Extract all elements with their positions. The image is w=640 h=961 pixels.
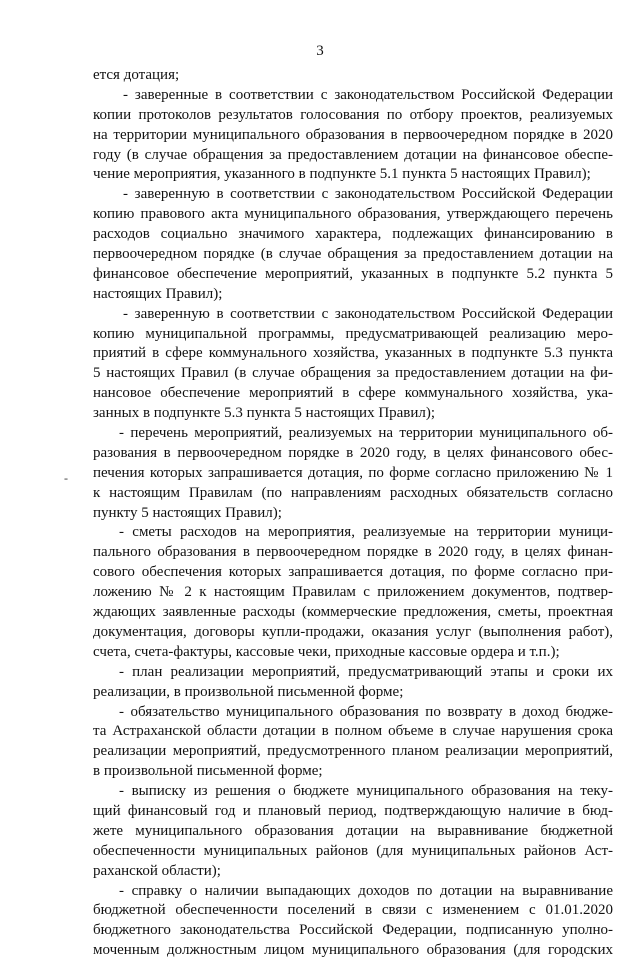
text-line: расходов социально значимого характера, подлежащих финансированию в (93, 226, 613, 243)
text-line: приятий в сфере коммунального хозяйства, указанных в подпункте 5.3 пункта (93, 345, 613, 362)
text-line: бюджетной обеспеченности поселений в связи с изменением с 01.01.2020 (93, 902, 613, 919)
text-line: ложению № 2 к настоящим Правилам с приложением документов, подтвер- (93, 584, 613, 601)
text-line: - план реализации мероприятий, предусматривающий этапы и сроки их (119, 663, 613, 680)
text-line: чение мероприятия, указанного в подпункте 5.1 пункта 5 настоящих Правил); (93, 166, 591, 183)
text-line: документация, договоры купли-продажи, оказания услуг (выполнения работ), (93, 623, 613, 640)
text-line: обеспеченности муниципальных районов (для муниципальных районов Аст- (93, 842, 613, 859)
text-line: на территории муниципального образования в первоочередном порядке в 2020 (93, 126, 613, 143)
text-line: к настоящим Правилам (по направлениям расходных обязательств согласно (93, 484, 613, 501)
text-line: реализации мероприятий, предусмотренного планом реализации мероприятий, (93, 743, 613, 760)
text-line: копию муниципальной программы, предусматривающей реализацию меро- (93, 325, 613, 342)
text-line: нансовое обеспечение мероприятий в сфере коммунального хозяйства, ука- (93, 385, 613, 402)
text-line: настоящих Правил); (93, 285, 223, 302)
text-line: в произвольной письменной форме; (93, 763, 323, 780)
text-line: моченным должностным лицом муниципального образования (для городских (93, 942, 613, 959)
text-line: жете муниципального образования дотации на выравнивание бюджетной (93, 822, 613, 839)
text-line: копию правового акта муниципального образования, утверждающего перечень (93, 206, 613, 223)
text-line: году (в случае обращения за предоставлением дотации на финансовое обеспе- (93, 146, 613, 163)
text-line: сового обеспечения которых запрашивается дотация, по форме согласно при- (93, 564, 613, 581)
text-line: печения которых запрашивается дотация, по форме согласно приложению № 1 (93, 464, 613, 481)
page-number: 3 (316, 43, 324, 59)
margin-mark: - (64, 471, 68, 485)
text-line: занных в подпункте 5.3 пункта 5 настоящих Правил); (93, 405, 436, 422)
text-line: - выписку из решения о бюджете муниципального образования на теку- (119, 783, 613, 800)
document-body (93, 66, 613, 961)
text-line: разования в первоочередном порядке в 2020 году, в целях финансового обес- (93, 444, 613, 461)
text-line: пального образования в первоочередном порядке в 2020 году, в целях финан- (93, 544, 613, 561)
text-line: - справку о наличии выпадающих доходов по дотации на выравнивание (119, 882, 613, 899)
text-line: - заверенную в соответствии с законодательством Российской Федерации (123, 305, 613, 322)
text-line: щий финансовый год и плановый период, подтверждающую наличие в бюд- (93, 802, 613, 819)
text-line: первоочередном порядке (в случае обращения за предоставлением дотации на (93, 246, 613, 263)
text-line: раханской области); (93, 862, 221, 879)
text-line: реализации, в произвольной письменной форме; (93, 683, 404, 700)
text-line: - перечень мероприятий, реализуемых на территории муниципального об- (119, 425, 613, 442)
text-line: пункту 5 настоящих Правил); (93, 504, 282, 521)
text-line: - сметы расходов на мероприятия, реализуемые на территории муници- (119, 524, 613, 541)
text-line: - заверенную в соответствии с законодательством Российской Федерации (123, 186, 613, 203)
text-line: копии протоколов результатов голосования по отбору проектов, реализуемых (93, 106, 613, 123)
text-line: ется дотация; (93, 67, 180, 83)
text-line: та Астраханской области дотации в полном объеме в случае нарушения срока (93, 723, 613, 740)
text-line: бюджетного законодательства Российской Федерации, подписанную уполно- (93, 922, 613, 939)
text-line: - обязательство муниципального образования по возврату в доход бюдже- (119, 703, 613, 720)
text-line: счета, счета-фактуры, кассовые чеки, приходные кассовые ордера и т.п.); (93, 643, 560, 660)
text-line: ждающих заявленные расходы (коммерческие предложения, сметы, проектная (93, 604, 613, 621)
text-line: - заверенные в соответствии с законодательством Российской Федерации (123, 86, 613, 103)
text-line: финансовое обеспечение мероприятий, указанных в подпункте 5.2 пункта 5 (93, 265, 613, 282)
text-line: 5 настоящих Правил (в случае обращения за предоставлением дотации на фи- (93, 365, 613, 382)
